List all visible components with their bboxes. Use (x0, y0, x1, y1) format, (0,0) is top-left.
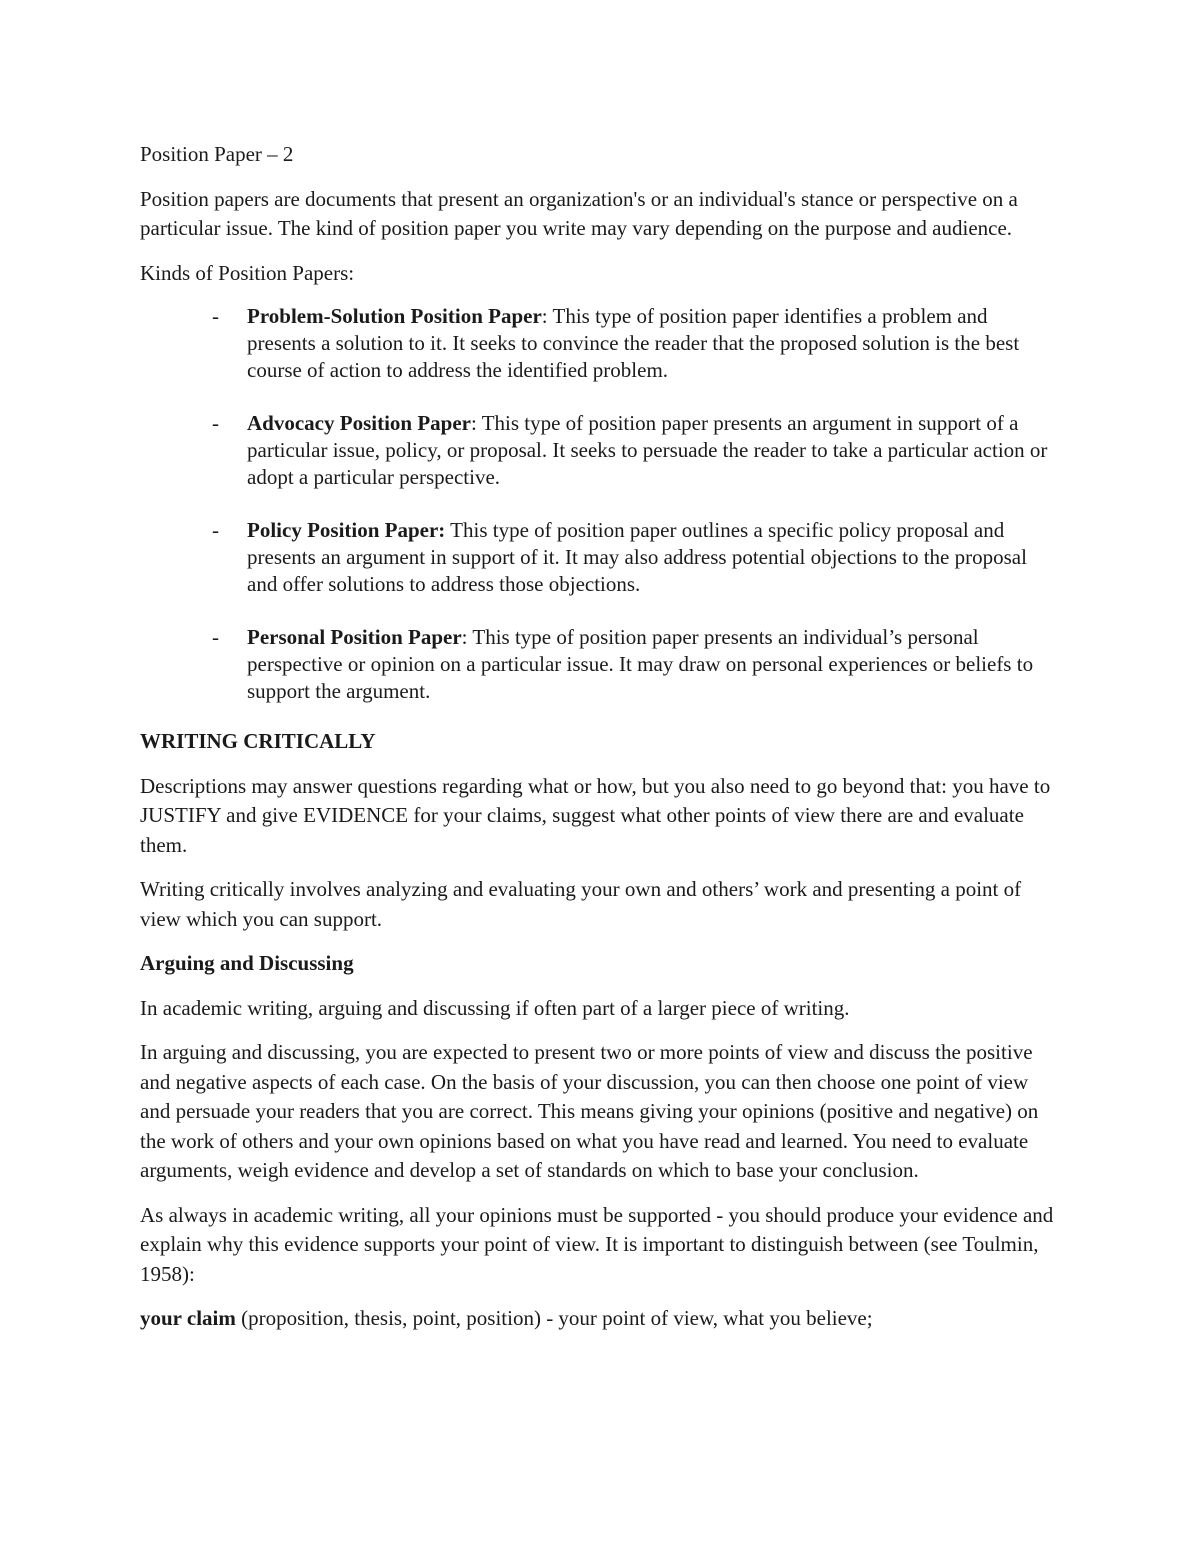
claim-term: your claim (140, 1306, 236, 1330)
list-bullet: - (212, 625, 219, 649)
list-item-text: : This type of position paper identifies a problem and presents a solution to it. It seeks to convince the reader that the proposed solution is the best course of action to address the identified problem. (247, 304, 1020, 382)
document-page (140, 140, 1060, 1349)
kinds-list (140, 303, 1060, 705)
document-title: Position Paper – 2 (140, 142, 294, 166)
claim-paragraph (140, 1304, 1060, 1334)
arguing-heading: Arguing and Discussing (140, 951, 354, 975)
arguing-paragraph-3: As always in academic writing, all your opinions must be supported - you should produce your evidence and explain why this evidence supports your point of view. It is important to distinguish between (see Toulmin, 1958): (140, 1202, 1054, 1286)
list-item-text: : This type of position paper presents an individual’s personal perspective or opinion on a particular issue. It may draw on personal experiences or beliefs to support the argument. (247, 625, 1034, 703)
list-item-text: This type of position paper outlines a specific policy proposal and presents an argument in support of it. It may also address potential objections to the proposal and offer solutions to address those objections. (247, 518, 1027, 596)
writing-critically-heading: WRITING CRITICALLY (140, 729, 376, 753)
list-item-term: Policy Position Paper: (247, 518, 446, 542)
intro-paragraph: Position papers are documents that present an organization's or an individual's stance or perspective on a particular issue. The kind of position paper you write may vary depending on the purpose and audience. (140, 186, 1018, 240)
writing-critically-paragraph-1: Descriptions may answer questions regarding what or how, but you also need to go beyond that: you have to JUSTIFY and give EVIDENCE for your claims, suggest what other points of view there are and evaluate them. (140, 773, 1051, 857)
list-item-term: Advocacy Position Paper (247, 411, 471, 435)
list-item-advocacy (140, 410, 1060, 491)
arguing-paragraph-1: In academic writing, arguing and discussing if often part of a larger piece of writing. (140, 995, 850, 1020)
arguing-paragraph-2: In arguing and discussing, you are expected to present two or more points of view and discuss the positive and negative aspects of each case. On the basis of your discussion, you can then choose one point of view and persuade your readers that you are correct. This means giving your opinions (positive and negative) on the work of others and your own opinions based on what you have read and learned. You need to evaluate arguments, weigh evidence and develop a set of standards on which to base your conclusion. (140, 1040, 1039, 1182)
kinds-heading: Kinds of Position Papers: (140, 260, 355, 285)
list-item-problem-solution (140, 303, 1060, 384)
list-bullet: - (212, 518, 219, 542)
list-item-policy (140, 517, 1060, 598)
list-item-term: Problem-Solution Position Paper (247, 304, 542, 328)
list-bullet: - (212, 304, 219, 328)
writing-critically-paragraph-2: Writing critically involves analyzing and evaluating your own and others’ work and presenting a point of view which you can support. (140, 877, 1022, 931)
list-item-personal (140, 624, 1060, 705)
claim-text: (proposition, thesis, point, position) - your point of view, what you believe; (235, 1306, 873, 1330)
list-item-text: : This type of position paper presents an argument in support of a particular issue, policy, or proposal. It seeks to persuade the reader to take a particular action or adopt a particular perspective. (247, 411, 1048, 489)
list-bullet: - (212, 411, 219, 435)
list-item-term: Personal Position Paper (247, 625, 462, 649)
